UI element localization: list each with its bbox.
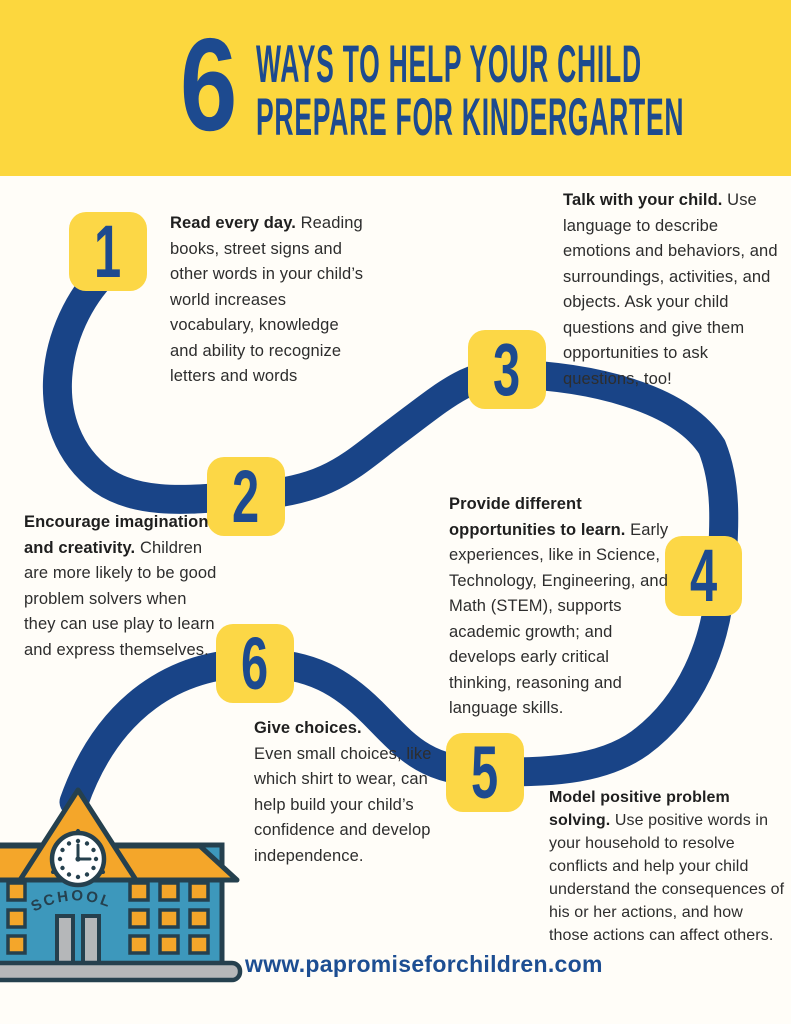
step-5-text [549, 786, 787, 947]
step-6-text [254, 716, 450, 869]
step-1-badge [69, 209, 147, 293]
step-5-badge [446, 730, 524, 814]
step-6-lead: Give choices. [254, 719, 362, 737]
school-door-left [57, 916, 73, 966]
step-5-body: Use positive words in your household to resolve conflicts and help your child understand the consequences of his or her actions, and how those actions can affect others. [549, 812, 785, 944]
step-6-body: Even small choices, like which shirt to wear, can help build your child’s confidence and develop independence. [254, 744, 432, 865]
svg-text:SCHOOL: SCHOOL [28, 887, 115, 916]
step-6-badge [216, 621, 294, 705]
step-6-number: 6 [241, 621, 269, 705]
step-3-body: Use language to describe emotions and behaviors, and surroundings, activities, and objects. Ask your child questions and give them opportunities to ask questions, too! [563, 191, 778, 388]
step-1-text [170, 211, 370, 390]
step-4-lead: Provide different opportunities to learn. [449, 495, 626, 539]
school-windows-right [130, 883, 208, 953]
website-url: www.papromiseforchildren.com [245, 951, 603, 977]
step-4-badge [665, 536, 742, 616]
step-2-text [24, 510, 220, 663]
step-1-number: 1 [94, 209, 122, 293]
school-illustration [0, 790, 240, 980]
step-2-body: Children are more likely to be good problem solvers when they can use play to learn and express themselves. [24, 538, 217, 659]
header-band [0, 0, 791, 176]
step-5-lead: Model positive problem solving. [549, 789, 730, 829]
school-windows-left [8, 883, 25, 953]
step-2-number: 2 [232, 454, 260, 538]
step-3-number: 3 [493, 327, 521, 411]
page-title-line1: WAYS TO HELP YOUR CHILD [256, 35, 642, 94]
header-big-number: 6 [180, 11, 238, 158]
clock-icon [52, 833, 104, 885]
school-door-right [83, 916, 99, 966]
step-3-text [563, 188, 785, 392]
step-4-text [449, 492, 673, 722]
school-base [0, 963, 240, 980]
step-3-badge [468, 327, 546, 411]
step-2-lead: Encourage imagination and creativity. [24, 513, 209, 557]
step-4-body: Early experiences, like in Science, Technology, Engineering, and Math (STEM), supports academic growth; and develops early critical thinking, reasoning and language skills. [449, 520, 669, 717]
step-1-lead: Read every day. [170, 214, 296, 232]
step-3-lead: Talk with your child. [563, 191, 723, 209]
step-4-number: 4 [689, 534, 718, 617]
step-1-body: Reading books, street signs and other words in your child’s world increases vocabulary, knowledge and ability to recognize letters and words [170, 214, 364, 385]
page-title-line2: PREPARE FOR KINDERGARTEN [256, 88, 685, 147]
step-5-number: 5 [471, 730, 499, 814]
